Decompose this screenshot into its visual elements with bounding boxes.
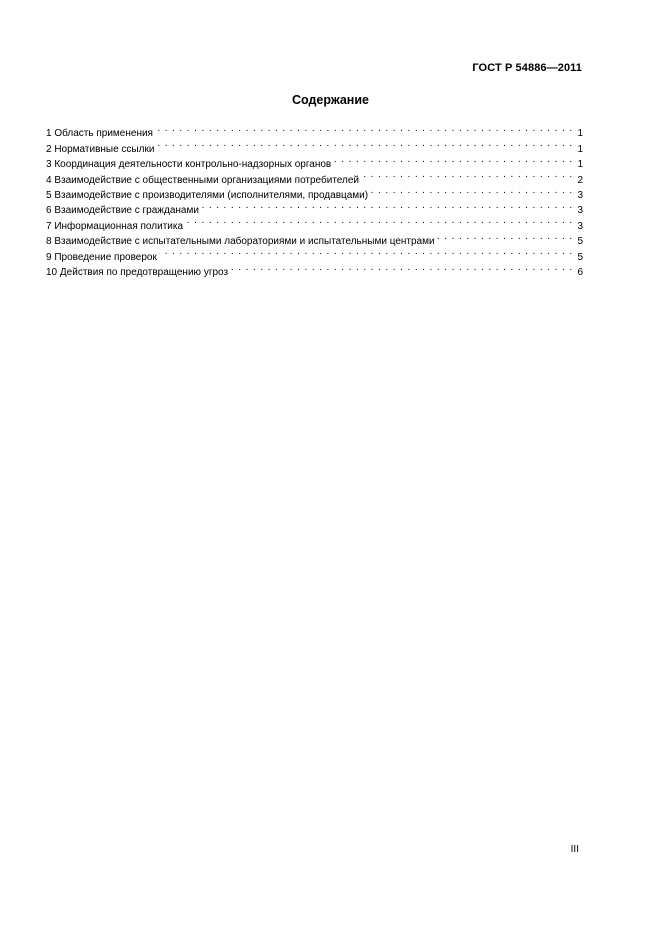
dot-leader	[333, 152, 573, 167]
dot-leader	[230, 260, 573, 275]
dot-leader	[370, 183, 573, 198]
toc-entry-text: 9 Проведение проверок	[46, 251, 157, 263]
toc-entry-text: 7 Информационная политика	[46, 220, 184, 232]
document-code: ГОСТ Р 54886—2011	[472, 62, 582, 74]
dot-leader	[159, 244, 573, 259]
toc-entry-scope[interactable]	[46, 121, 583, 140]
toc-entry-page: 2	[577, 174, 583, 186]
toc-entry-page: 5	[577, 236, 583, 248]
dot-leader	[185, 213, 573, 228]
toc-entry-text: 5 Взаимодействие с производителями (исполнителями, продавцами)	[46, 189, 369, 201]
toc-entry-text: 1 Область применения	[46, 128, 153, 140]
toc-entry-page: 5	[577, 251, 583, 263]
toc-entry-page: 3	[577, 189, 583, 201]
toc-entry-page: 3	[577, 220, 583, 232]
dot-leader	[155, 121, 573, 136]
toc-entry-text: 2 Нормативные ссылки	[46, 143, 155, 155]
dot-leader	[437, 229, 573, 244]
dot-leader	[361, 167, 573, 182]
toc-entry-text: 10 Действия по предотвращению угроз	[46, 266, 229, 278]
toc-entry-text: 3 Координация деятельности контрольно-надзорных органов	[46, 159, 332, 171]
dot-leader	[156, 136, 573, 151]
toc-entry-text: 4 Взаимодействие с общественными организациями потребителей	[46, 174, 359, 186]
toc-entry-page: 6	[577, 266, 583, 278]
toc-entry-text: 8 Взаимодействие с испытательными лабораториями и испытательными центрами	[46, 236, 435, 248]
toc-entry-page: 3	[577, 205, 583, 217]
toc-entry-page: 1	[577, 159, 583, 171]
toc-entry-page: 1	[577, 143, 583, 155]
toc-entry-text: 6 Взаимодействие с гражданами	[46, 205, 199, 217]
toc-entry-page: 1	[577, 128, 583, 140]
table-of-contents	[46, 121, 583, 278]
page-number: III	[570, 844, 579, 855]
toc-title: Содержание	[291, 93, 369, 107]
dot-leader	[201, 198, 573, 213]
